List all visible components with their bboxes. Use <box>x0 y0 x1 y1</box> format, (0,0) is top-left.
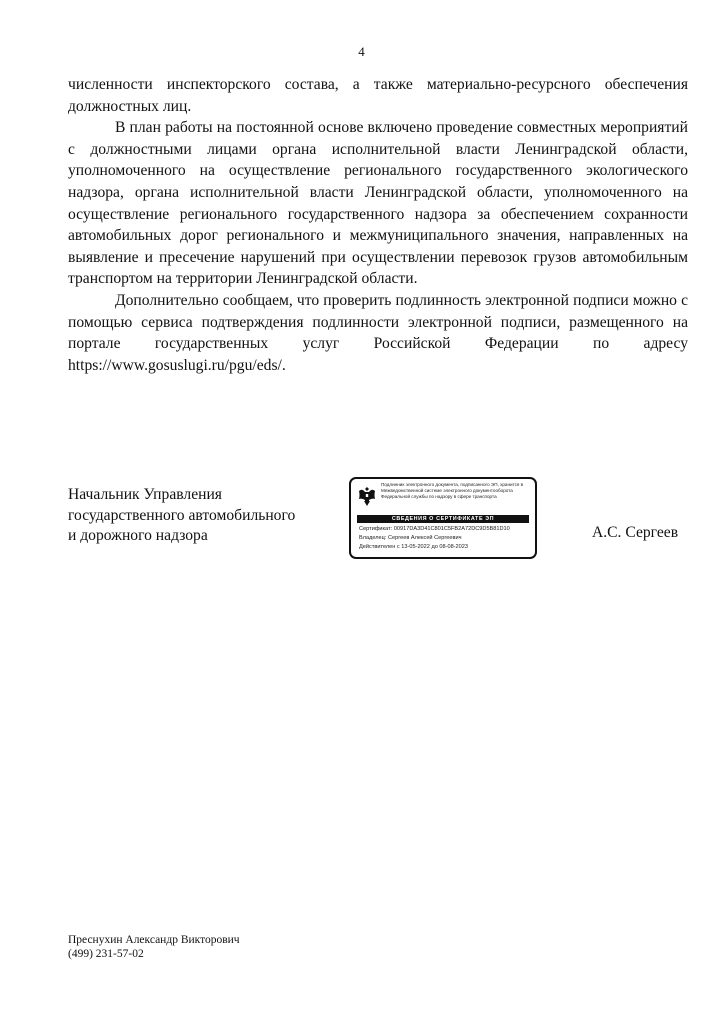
paragraph-continuation: численности инспекторского состава, а также материально-ресурсного обеспечения должностных лиц. <box>68 76 688 115</box>
coat-of-arms-icon <box>357 485 377 507</box>
electronic-signature-stamp <box>349 477 537 559</box>
stamp-note: Подлинник электронного документа, подписанного ЭП, хранится в Межведомственной системе электронного документооборота Федеральной службы по надзору в сфере транспорта <box>381 482 524 499</box>
page-number: 4 <box>358 44 365 59</box>
paragraph-joint-activities: В план работы на постоянной основе включено проведение совместных мероприятий с должностными лицами органа исполнительной власти Ленинградской области, уполномоченного на осуществление регионального государственного экологического надзора, органа исполнительной власти Ленинградской области, уполномоченного на осуществление регионального государственного надзора за обеспечением сохранности автомобильных дорог регионального и межмуниципального значения, направленных на выявление и пресечение нарушений при осуществлении перевозок грузов автомобильным транспортом на территории Ленинградской области. <box>68 119 688 288</box>
signer-position <box>68 485 295 547</box>
paragraph-signature-verification: Дополнительно сообщаем, что проверить подлинность электронной подписи можно с помощью сервиса подтверждения подлинности электронной подписи, размещенного на портале государственных услуг Российской Федерации по адресу https://www.gosuslugi.ru/pgu/eds/. <box>68 291 688 374</box>
stamp-header: СВЕДЕНИЯ О СЕРТИФИКАТЕ ЭП <box>357 515 529 523</box>
signer-position-line: государственного автомобильного <box>68 506 296 524</box>
executor-phone: (499) 231-57-02 <box>68 947 144 960</box>
stamp-owner: Владелец: Сергеев Алексей Сергеевич <box>359 535 462 541</box>
executor-info <box>68 934 240 961</box>
signer-name: А.С. Сергеев <box>592 524 679 541</box>
signer-position-line: и дорожного надзора <box>68 527 208 544</box>
letter-body <box>68 74 688 376</box>
signer-position-line: Начальник Управления <box>68 486 222 503</box>
stamp-certificate: Сертификат: 00917DA3D41C801C5FB2A72DC9D5B81D10 <box>359 526 510 532</box>
stamp-validity: Действителен с 13-05-2022 до 08-08-2023 <box>359 544 468 550</box>
executor-name: Преснухин Александр Викторович <box>68 934 240 946</box>
